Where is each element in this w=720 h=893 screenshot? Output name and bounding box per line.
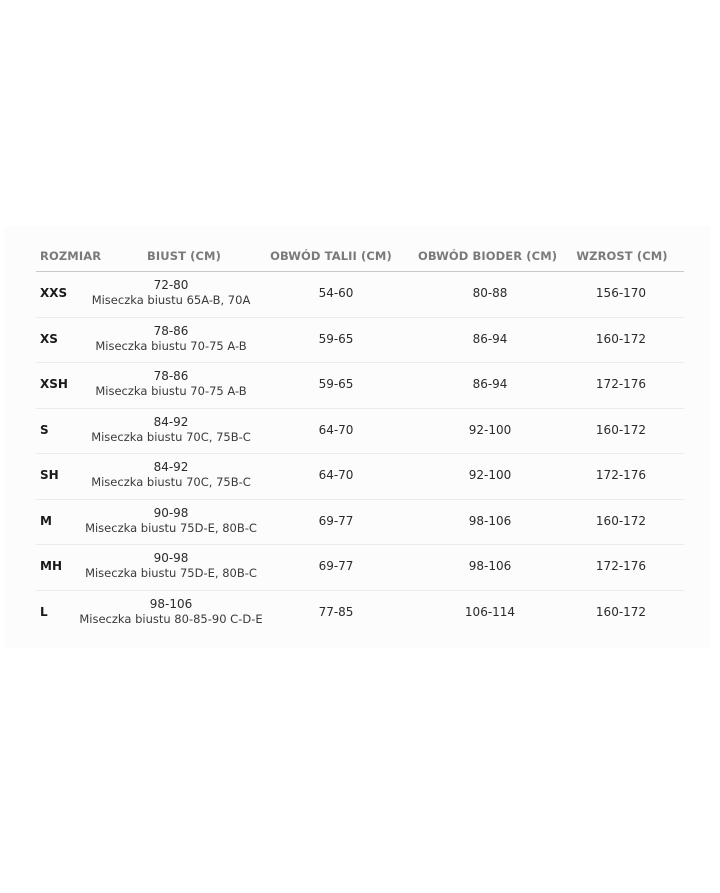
header-height: WZROST (CM) (576, 249, 668, 263)
bust-cell (66, 551, 276, 581)
cup-size: Miseczka biustu 80-85-90 C-D-E (79, 611, 263, 626)
bust-cell (66, 597, 276, 627)
bust-cell (66, 460, 276, 490)
cup-size: Miseczka biustu 70-75 A-B (95, 384, 247, 398)
cup-size: Miseczka biustu 65A-B, 70A (91, 293, 251, 307)
size-cell: L (40, 604, 48, 619)
height-cell: 160-172 (595, 513, 647, 528)
table-header (36, 240, 684, 272)
size-cell: M (40, 513, 52, 528)
waist-cell: 69-77 (318, 513, 354, 528)
bust-range: 98-106 (149, 596, 193, 611)
bust-cell (66, 415, 276, 445)
table-row (36, 500, 684, 546)
hip-cell: 106-114 (464, 604, 516, 619)
size-cell: S (40, 422, 49, 437)
size-chart-table (36, 240, 684, 635)
size-cell: XXS (40, 286, 68, 300)
table-row (36, 591, 684, 636)
hip-cell: 92-100 (468, 468, 512, 482)
table-row (36, 318, 684, 364)
hip-cell: 86-94 (472, 377, 508, 391)
waist-cell: 54-60 (318, 286, 354, 300)
bust-range: 90-98 (153, 551, 189, 565)
hip-cell: 92-100 (468, 422, 512, 437)
waist-cell: 64-70 (318, 422, 354, 437)
waist-cell: 64-70 (318, 468, 354, 482)
height-cell: 156-170 (595, 286, 647, 300)
height-cell: 172-176 (595, 468, 647, 482)
cup-size: Miseczka biustu 75D-E, 80B-C (85, 566, 257, 580)
bust-range: 78-86 (153, 323, 189, 338)
header-bust: BIUST (CM) (147, 249, 221, 263)
hip-cell: 80-88 (472, 286, 508, 300)
size-cell: SH (40, 468, 59, 482)
table-row (36, 272, 684, 318)
cup-size: Miseczka biustu 75D-E, 80B-C (85, 520, 257, 535)
waist-cell: 77-85 (318, 604, 354, 619)
bust-range: 90-98 (153, 505, 189, 520)
height-cell: 160-172 (595, 422, 647, 437)
height-cell: 172-176 (595, 377, 647, 391)
header-hip: OBWÓD BIODER (CM) (418, 249, 558, 263)
height-cell: 172-176 (595, 559, 647, 573)
waist-cell: 69-77 (318, 559, 354, 573)
bust-cell (66, 506, 276, 536)
cup-size: Miseczka biustu 70C, 75B-C (91, 475, 251, 489)
bust-cell (66, 324, 276, 354)
waist-cell: 59-65 (318, 331, 354, 346)
hip-cell: 98-106 (468, 559, 512, 573)
bust-range: 84-92 (153, 460, 189, 474)
size-cell: MH (40, 559, 62, 573)
table-row (36, 454, 684, 500)
bust-range: 72-80 (153, 278, 189, 292)
header-size: ROZMIAR (40, 249, 102, 263)
table-row (36, 363, 684, 409)
cup-size: Miseczka biustu 70C, 75B-C (91, 429, 251, 444)
size-cell: XSH (40, 377, 68, 391)
table-row (36, 409, 684, 455)
hip-cell: 86-94 (472, 331, 508, 346)
waist-cell: 59-65 (318, 377, 354, 391)
table-row (36, 545, 684, 591)
bust-range: 78-86 (153, 369, 189, 383)
bust-cell (66, 369, 276, 399)
hip-cell: 98-106 (468, 513, 512, 528)
height-cell: 160-172 (595, 331, 647, 346)
height-cell: 160-172 (595, 604, 647, 619)
bust-range: 84-92 (153, 414, 189, 429)
cup-size: Miseczka biustu 70-75 A-B (95, 338, 247, 353)
bust-cell (66, 278, 276, 308)
size-cell: XS (40, 331, 58, 346)
header-waist: OBWÓD TALII (CM) (270, 249, 392, 263)
